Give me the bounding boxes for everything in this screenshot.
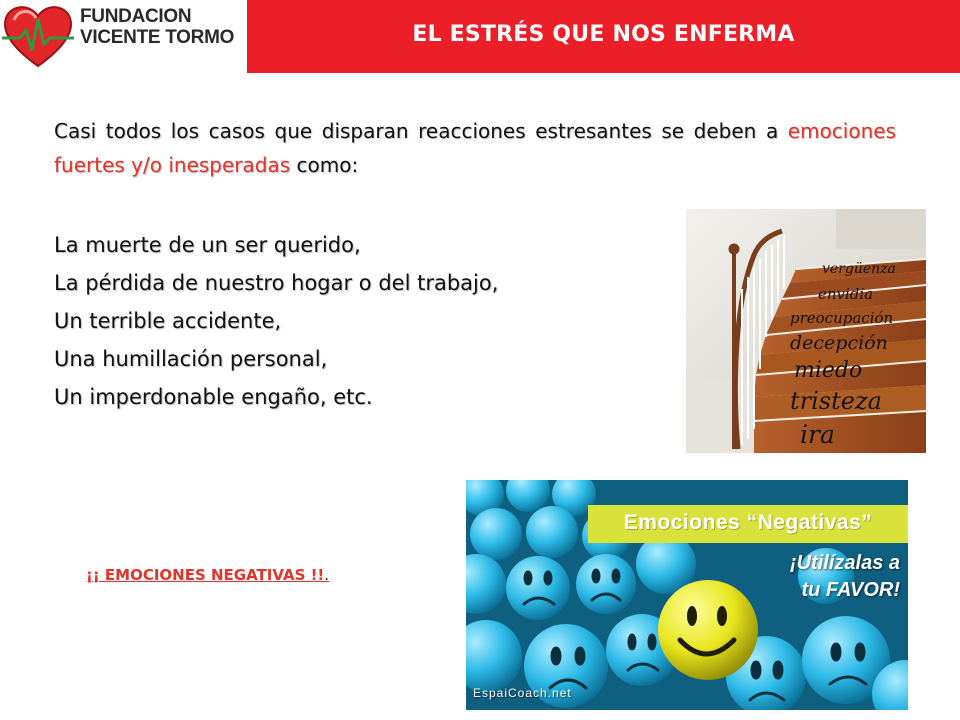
slogan-line-2: tu FAVOR! (801, 579, 900, 601)
logo-line-1: FUNDACION (80, 6, 192, 27)
intro-paragraph (54, 114, 896, 182)
logo-text (80, 6, 234, 48)
list-item: Una humillación personal, (54, 347, 328, 371)
negative-emotions-banner (588, 505, 908, 543)
slogan-line-1: ¡Utilízalas a (789, 552, 900, 574)
intro-text-end: como: (290, 153, 359, 177)
negative-emotions-callout (86, 566, 329, 584)
list-item: La muerte de un ser querido, (54, 233, 361, 257)
staircase-image (686, 209, 926, 453)
page-title: EL ESTRÉS QUE NOS ENFERMA (412, 22, 795, 47)
word-preocupacion: preocupación (790, 309, 894, 327)
word-miedo: miedo (794, 358, 863, 383)
callout-period: . (324, 566, 330, 584)
fundacion-logo (0, 0, 245, 72)
heart-ecg-icon (0, 0, 76, 72)
logo-line-2: VICENTE TORMO (80, 27, 235, 48)
list-item: Un imperdonable engaño, etc. (54, 385, 373, 409)
intro-text-start: Casi todos los casos que disparan reacciones estresantes se deben a (54, 119, 788, 143)
list-item: Un terrible accidente, (54, 309, 282, 333)
banner-title: Emociones “Negativas” (623, 511, 873, 534)
word-envidia: envidia (818, 285, 874, 303)
word-tristeza: tristeza (790, 387, 882, 415)
happy-face (658, 580, 758, 680)
intro-highlight: emociones fuertes y/o inesperadas (54, 119, 896, 177)
word-verguenza: vergüenza (822, 261, 896, 277)
list-item: La pérdida de nuestro hogar o del trabajo, (54, 271, 499, 295)
use-them-slogan (790, 550, 900, 604)
word-decepcion: decepción (790, 332, 888, 354)
examples-list (54, 226, 498, 416)
callout-text: ¡¡ EMOCIONES NEGATIVAS !! (86, 566, 325, 584)
title-banner (247, 0, 960, 73)
word-ira: ira (800, 420, 835, 449)
image-credit: EspaiCoach.net (473, 686, 572, 700)
